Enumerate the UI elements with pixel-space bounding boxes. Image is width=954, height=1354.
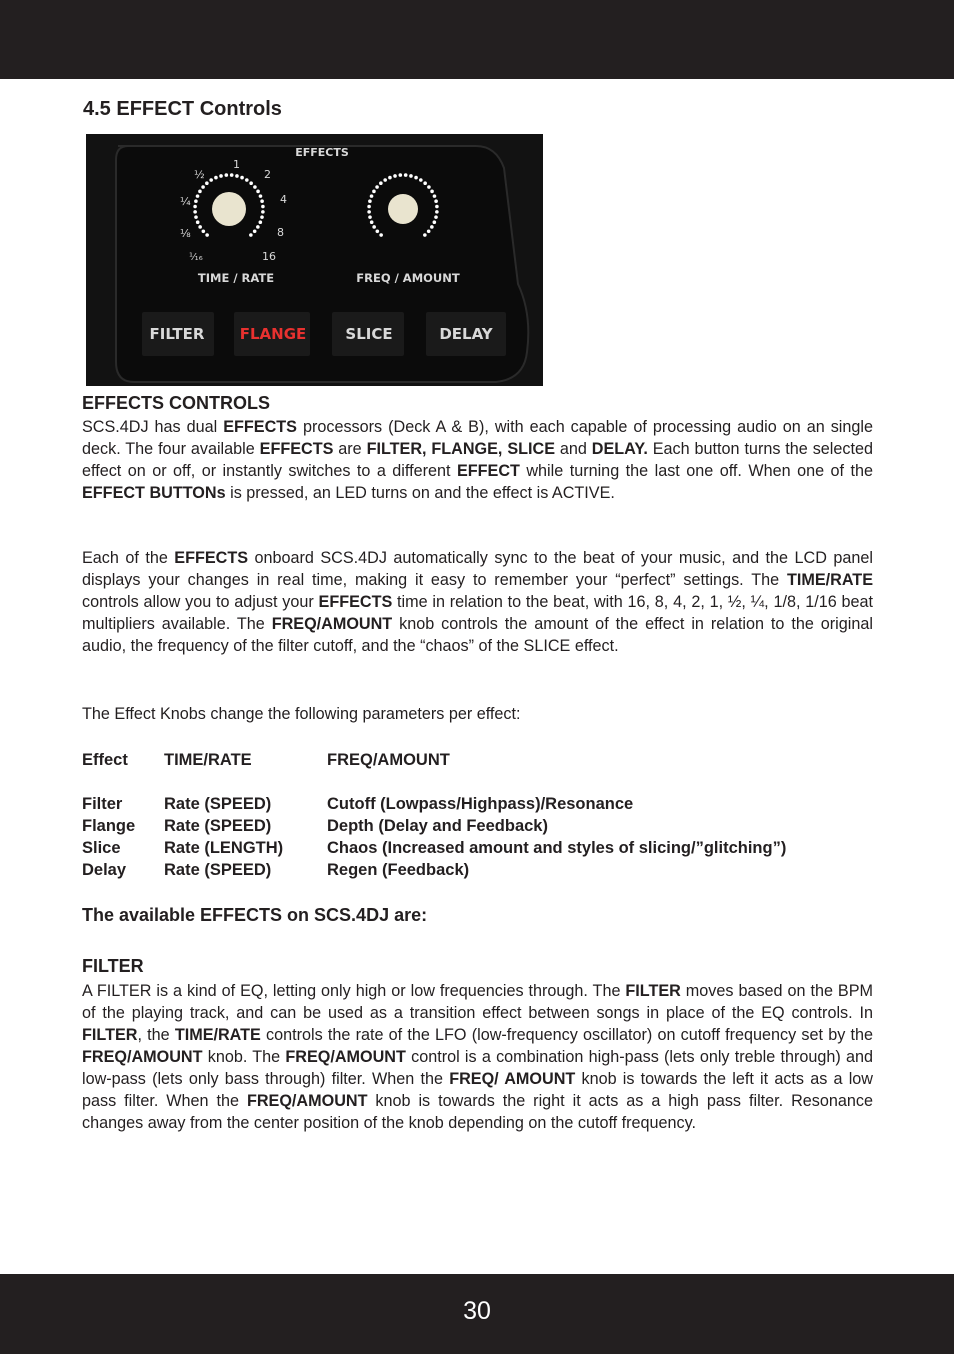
dial-tick <box>253 185 257 189</box>
page-number: 30 <box>463 1297 491 1325</box>
dial-tick <box>388 176 392 180</box>
filter-heading: FILTER <box>82 956 144 976</box>
dial-mark: ⅛ <box>180 227 191 240</box>
dial-tick <box>434 215 438 219</box>
section-title: 4.5 EFFECT Controls <box>83 98 282 120</box>
dial-mark: ½ <box>194 168 205 181</box>
dial-tick <box>198 225 202 229</box>
dial-tick <box>423 233 427 237</box>
dial-tick <box>245 178 249 182</box>
table-cell: Rate (SPEED) <box>164 817 272 835</box>
dial-tick <box>261 210 265 214</box>
dial-tick <box>376 229 380 233</box>
dial-tick <box>193 210 197 214</box>
dial-tick <box>259 220 263 224</box>
table-header-cell: TIME/RATE <box>164 751 252 769</box>
dial-tick <box>253 229 257 233</box>
dial-tick <box>423 181 427 185</box>
dial-tick <box>379 233 383 237</box>
dial-tick <box>430 225 434 229</box>
dial-tick <box>435 210 439 214</box>
effects-paragraph-1: SCS.4DJ has dual EFFECTS processors (Deck A & B), with each capable of processing audio on an single deck. The four available EFFECTS are FILTER, FLANGE, SLICE and DELAY. Each button turns the selected effect on or off, or instantly switches to a different EFFECT while turning the last one off. When one of the EFFECT BUTTONs is pressed, an LED turns on and the effect is ACTIVE. <box>82 418 873 502</box>
dial-tick <box>434 199 438 203</box>
dial-tick <box>383 178 387 182</box>
dial-tick <box>404 173 408 177</box>
dial-tick <box>399 173 403 177</box>
dial-tick <box>370 220 374 224</box>
table-header-cell: Effect <box>82 751 128 769</box>
dial-tick <box>194 199 198 203</box>
dial-tick <box>379 181 383 185</box>
freq-amount-label: FREQ / AMOUNT <box>356 271 460 285</box>
dial-tick <box>202 229 206 233</box>
dial-mark: 16 <box>262 250 276 263</box>
effects-panel-graphic <box>86 134 543 386</box>
dial-mark: 4 <box>280 193 287 206</box>
time-rate-knob[interactable] <box>212 192 246 226</box>
effects-paragraph-2: Each of the EFFECTS onboard SCS.4DJ automatically sync to the beat of your music, and the LCD panel displays your changes in real time, making it easy to remember your “perfect” settings. The TIME/RATE controls allow you to adjust your EFFECTS time in relation to the beat, with 16, 8, 4, 2, 1, ½, ¼, 1/8, 1/16 beat multipliers available. The FREQ/AMOUNT knob controls the amount of the effect in relation to the original audio, the frequency of the filter cutoff, and the “chaos” of the SLICE effect. <box>82 549 874 655</box>
dial-tick <box>198 190 202 194</box>
dial-tick <box>219 174 223 178</box>
dial-tick <box>367 210 371 214</box>
time-rate-label: TIME / RATE <box>197 271 275 285</box>
dial-tick <box>368 199 372 203</box>
dial-tick <box>196 194 200 198</box>
dial-tick <box>368 215 372 219</box>
dial-tick <box>240 176 244 180</box>
dial-tick <box>205 181 209 185</box>
dial-tick <box>260 215 264 219</box>
effects-panel-image <box>86 134 543 386</box>
dial-tick <box>409 174 413 178</box>
table-cell: Cutoff (Lowpass/Highpass)/Resonance <box>327 795 634 813</box>
table-cell: Rate (SPEED) <box>164 795 272 813</box>
table-cell: Delay <box>82 861 127 879</box>
dial-mark: 8 <box>277 226 284 239</box>
table-cell: Filter <box>82 795 123 813</box>
dial-tick <box>367 205 371 209</box>
dial-mark: ¼ <box>180 195 191 208</box>
table-cell: Rate (LENGTH) <box>164 839 284 857</box>
dial-mark: ¹⁄₁₆ <box>189 252 203 263</box>
table-cell: Regen (Feedback) <box>327 861 470 879</box>
dial-tick <box>256 225 260 229</box>
dial-tick <box>249 233 253 237</box>
dial-tick <box>435 205 439 209</box>
dial-tick <box>393 174 397 178</box>
table-cell: Flange <box>82 817 136 835</box>
dial-mark: 2 <box>264 168 271 181</box>
dial-tick <box>196 220 200 224</box>
filter-paragraph: A FILTER is a kind of EQ, letting only high or low frequencies through. The FILTER moves based on the BPM of the playing track, and can be used as a transition effect between songs in place of the EQ controls. In FILTER, the TIME/RATE controls the rate of the LFO (low-frequency oscillator) on cutoff frequency set by the FREQ/AMOUNT knob. The FREQ/AMOUNT control is a combination high-pass (lets only treble through) and low-pass (lets only bass through) filter. When the FREQ/ AMOUNT knob is towards the left it acts as a low pass filter. When the FREQ/AMOUNT knob is towards the right it acts as a high pass filter. Resonance changes away from the center position of the knob depending on the cutoff frequency. <box>82 982 873 1132</box>
panel-header: EFFECTS <box>295 146 349 159</box>
dial-tick <box>261 205 265 209</box>
dial-tick <box>193 205 197 209</box>
dial-tick <box>414 176 418 180</box>
dial-tick <box>235 174 239 178</box>
dial-mark: 1 <box>233 158 240 171</box>
slice-button[interactable]: SLICE <box>345 325 393 343</box>
dial-tick <box>201 185 205 189</box>
table-cell: Depth (Delay and Feedback) <box>327 817 548 835</box>
dial-tick <box>433 220 437 224</box>
dial-tick <box>225 173 229 177</box>
dial-tick <box>427 185 431 189</box>
dial-tick <box>430 190 434 194</box>
table-cell: Chaos (Increased amount and styles of slicing/”glitching”) <box>327 839 787 857</box>
dial-tick <box>370 194 374 198</box>
dial-tick <box>214 176 218 180</box>
dial-tick <box>433 194 437 198</box>
dial-tick <box>372 190 376 194</box>
filter-button[interactable]: FILTER <box>149 325 205 343</box>
table-header-cell: FREQ/AMOUNT <box>327 751 450 769</box>
table-cell: Rate (SPEED) <box>164 861 272 879</box>
effects-controls-heading: EFFECTS CONTROLS <box>82 393 270 413</box>
dial-tick <box>375 185 379 189</box>
effects-paragraph-3: The Effect Knobs change the following parameters per effect: <box>82 705 521 723</box>
flange-button[interactable]: FLANGE <box>239 325 307 343</box>
dial-tick <box>259 194 263 198</box>
dial-tick <box>194 215 198 219</box>
dial-tick <box>427 229 431 233</box>
dial-tick <box>249 181 253 185</box>
available-effects-heading: The available EFFECTS on SCS.4DJ are: <box>82 905 428 925</box>
dial-tick <box>256 190 260 194</box>
freq-amount-knob[interactable] <box>388 194 418 224</box>
dial-tick <box>260 199 264 203</box>
table-cell: Slice <box>82 839 121 857</box>
delay-button[interactable]: DELAY <box>439 325 493 343</box>
dial-tick <box>205 233 209 237</box>
dial-tick <box>372 225 376 229</box>
dial-tick <box>209 178 213 182</box>
dial-tick <box>230 173 234 177</box>
header-bar <box>0 0 954 79</box>
dial-tick <box>419 178 423 182</box>
